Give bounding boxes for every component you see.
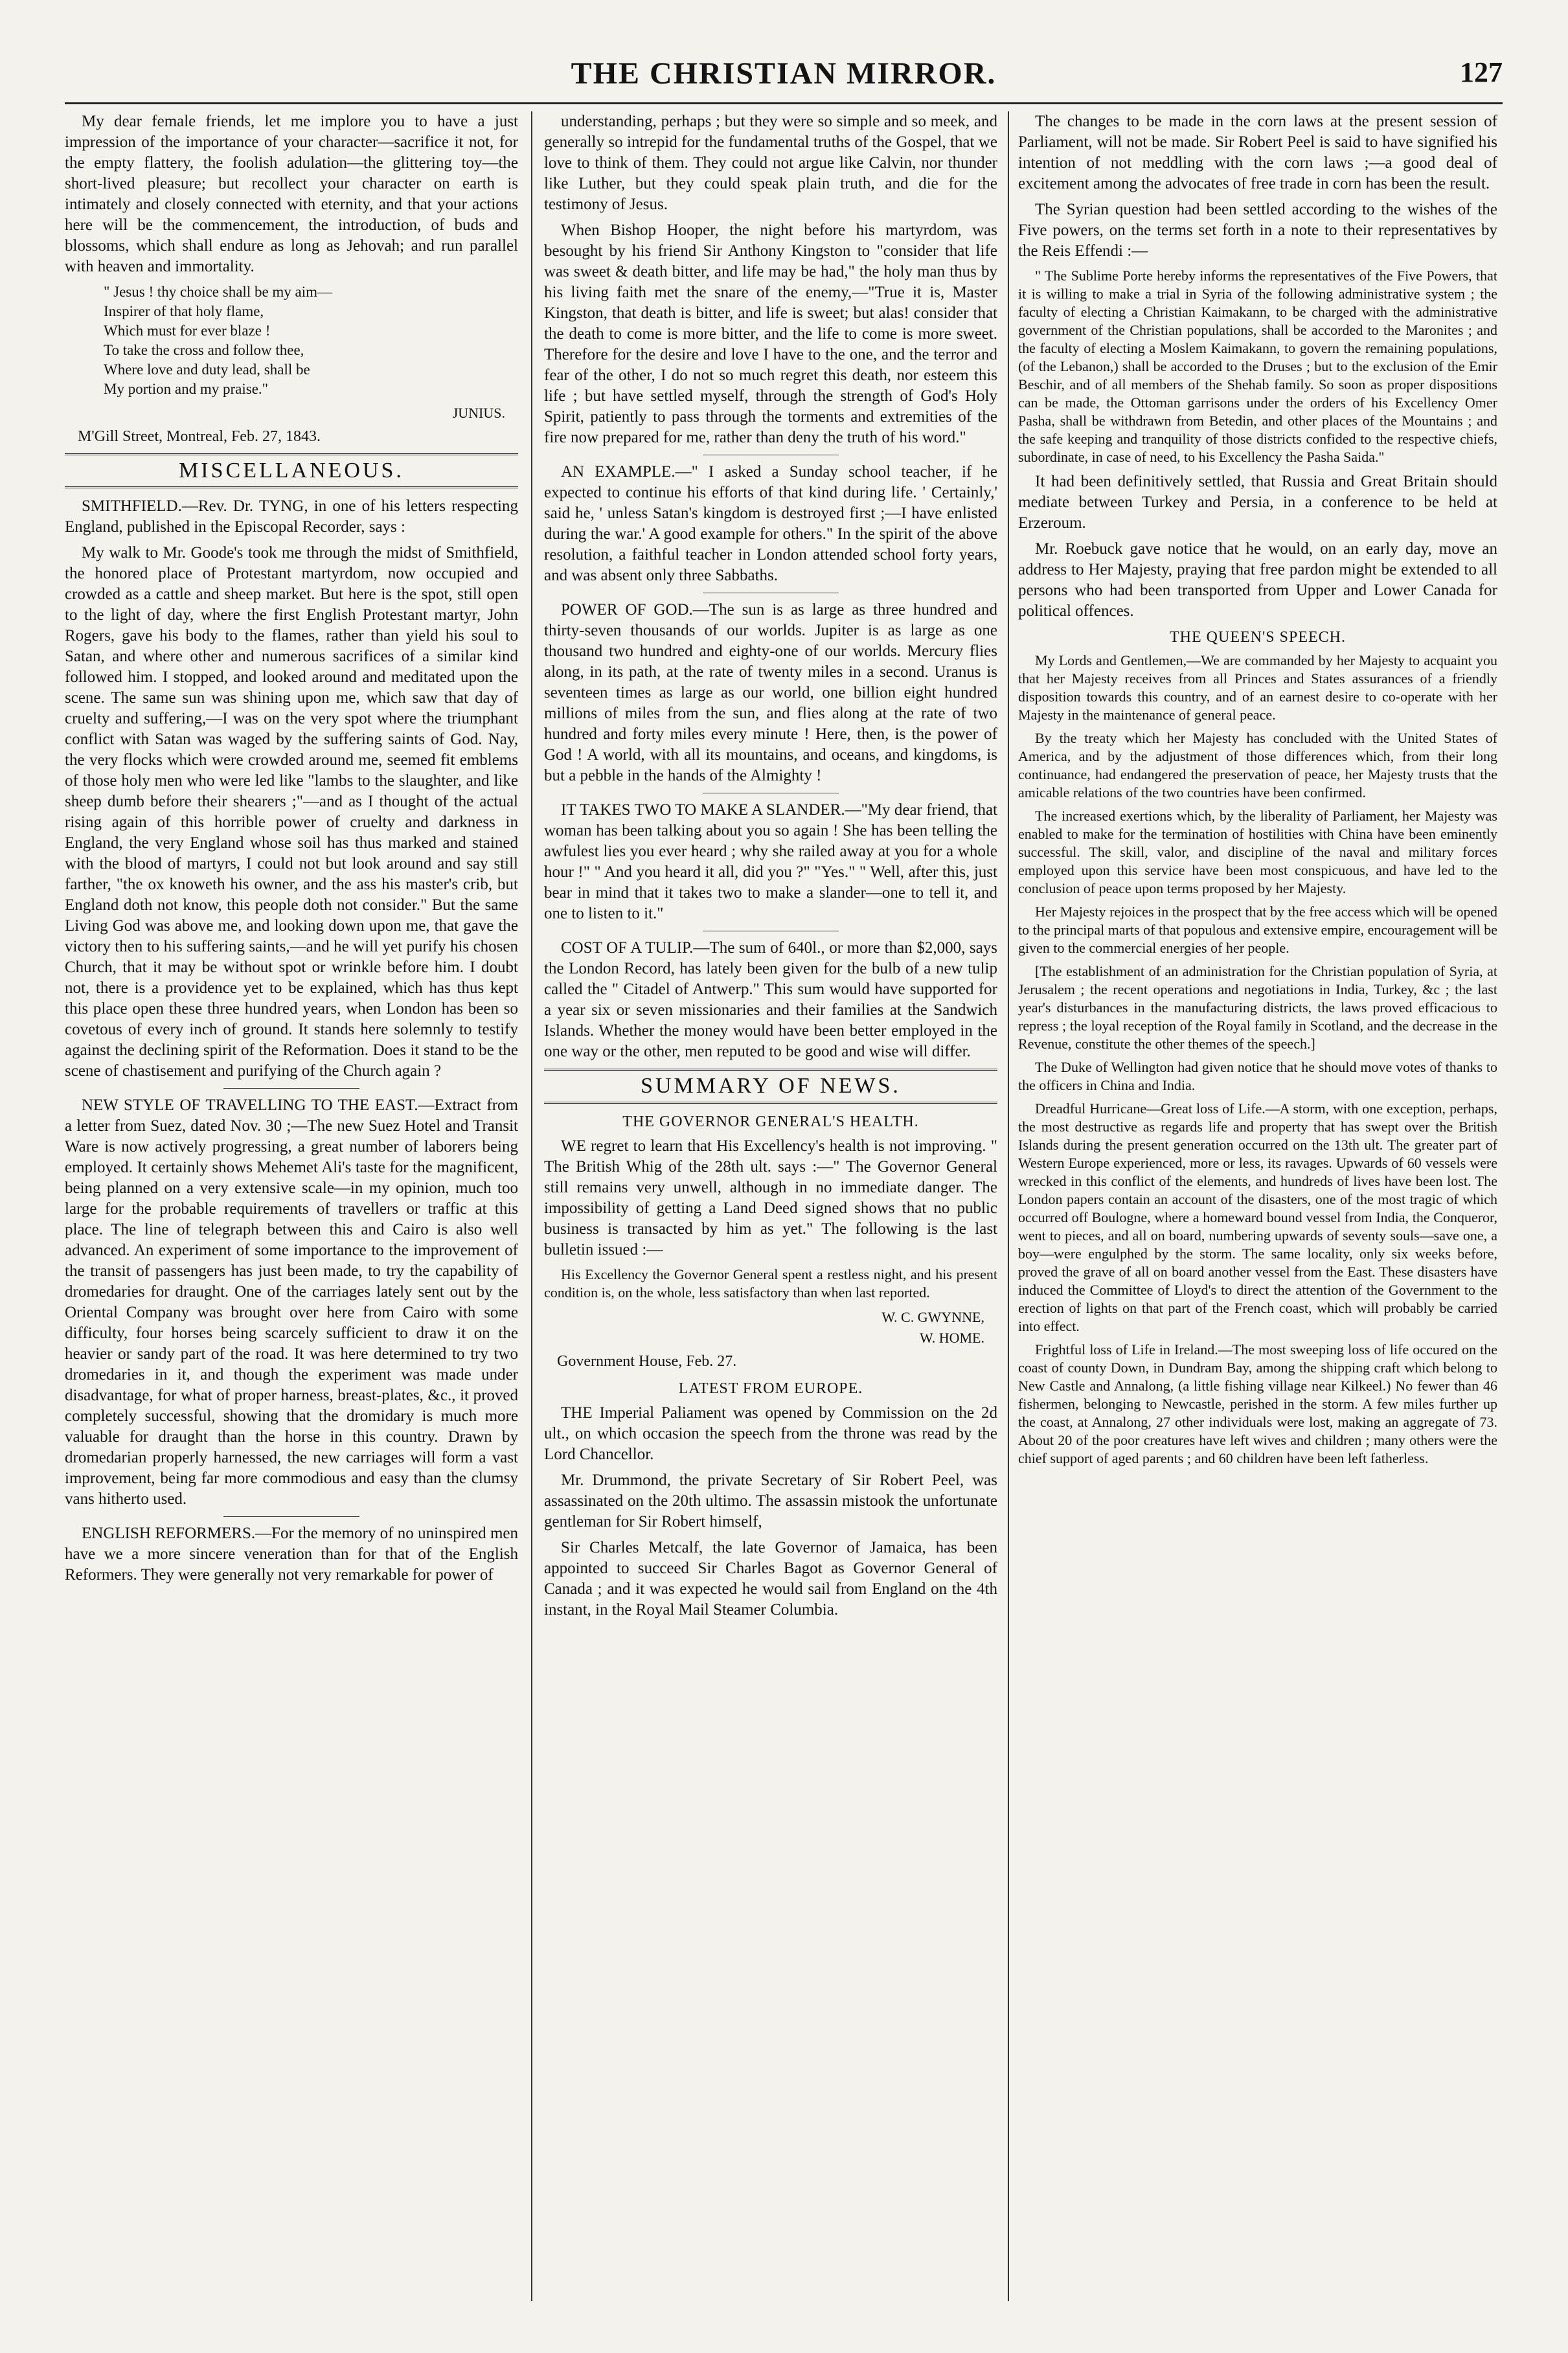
dateline: Government House, Feb. 27. [557,1353,737,1370]
column-1 [65,111,518,1591]
poem-line: Which must for ever blaze ! [104,323,271,339]
article-body: Sir Charles Metcalf, the late Governor of Jamaica, has been appointed to succeed Sir Charles Bagot as Governor General of Canada ; and it was expected he would sail from England on the 4th instant, in the Royal Mail Steamer Columbia. [544,1539,997,1619]
section-title: MISCELLANEOUS. [65,453,518,488]
article-body: Mr. Drummond, the private Secretary of Sir Robert Peel, was assassinated on the 20th ultimo. The assassin mistook the unfortunate gentleman for Sir Robert himself, [544,1472,997,1530]
dateline: M'Gill Street, Montreal, Feb. 27, 1843. [78,428,321,445]
column-2 [544,111,997,1626]
article-body: THE Imperial Paliament was opened by Commission on the 2d ult., on which occasion the speech from the throne was read by the Lord Chancellor. [544,1404,997,1463]
speech-paragraph: The increased exertions which, by the liberality of Parliament, her Majesty was enabled to make for the termination of hostilities with China have been eminently successful. The skill, valor, and discipline of the naval and military forces employed upon this service have been most conspicuous, and have led to the conclusion of peace upon terms proposed by her Majesty. [1018,808,1497,896]
column-3 [1018,111,1497,1473]
section-title: SUMMARY OF NEWS. [544,1069,997,1104]
page-title: THE CHRISTIAN MIRROR. [571,56,997,91]
article-body: IT TAKES TWO TO MAKE A SLANDER.—"My dear friend, that woman has been talking about you so again ! She has been telling the awfulest lies you ever heard ; why she railed away at you for a whole hour !" " And you heard it all, did you ?" "Yes." " Well, after this, just bear in mind that it takes two to make a slander—one to tell it, and one to listen to it." [544,801,997,922]
signature: W. HOME. [919,1330,984,1346]
subheading: THE QUEEN'S SPEECH. [1170,629,1346,646]
subheading: THE GOVERNOR GENERAL'S HEALTH. [622,1113,919,1130]
poem-line: To take the cross and follow thee, [104,342,304,358]
article-body: The Syrian question had been settled according to the wishes of the Five powers, on the terms set forth in a note to their representatives by the Reis Effendi :— [1018,201,1497,260]
poem-line: " Jesus ! thy choice shall be my aim— [104,284,333,300]
speech-summary: [The establishment of an administration for the Christian population of Syria, at Jerusalem ; the recent operations and negotiations in India, Turkey, &c ; the last year's disturbances in the manufacturing districts, the laws proved efficacious to repress ; the loyal reception of the Royal family in Scotland, and the decrease in the Revenue, constitute the other themes of the speech.] [1018,963,1497,1052]
poem-line: My portion and my praise." [104,381,269,397]
article-intro: My dear female friends, let me implore you to have a just impression of the importance of your character—sacrifice it not, for the empty flattery, the foolish adulation—the glittering toy—the short-lived pleasure; but recollect your character on earth is intimately and closely connected with eternity, and that your actions here will be the commencement, the introduction, of buds and blossoms, which shall endure as long as Jehovah; and run parallel with heaven and immortality. [65,113,518,275]
article-body: COST OF A TULIP.—The sum of 640l., or more than $2,000, says the London Record, has lately been given for the bulb of a new tulip called the " Citadel of Antwerp." This sum would have supported for a year six or seven missionaries and their families at the Sandwich Islands. Whether the money would have been better employed in the one way or the other, men reputed to be good and wise will differ. [544,939,997,1060]
article-body: NEW STYLE OF TRAVELLING TO THE EAST.—Extract from a letter from Suez, dated Nov. 30 ;—The new Suez Hotel and Transit Ware is now actively progressing, a great number of laborers being employed. It certainly shows Mehemet Ali's taste for the magnificent, being planned on a very extensive scale—in my opinion, much too large for the probable requirements of travellers or traffic at this place. The line of telegraph between this and Cairo is also well advanced. An experiment of some importance to the improvement of the transit of passengers has just been made, to try the capability of dromedaries for draught. One of the carriages lately sent out by the Oriental Company was brought over here from Cairo with some difficulty, four horses being scarcely sufficient to draw it on the heavier or sandy part of the road. It was here determined to try two dromedaries in it, and though the experiment was made under disadvantage, for what of proper harness, breast-plates, &c., it proved completely successful, showing that the dromidary is much more valuable for draught than the horse in this country. Drawn by dromedarian properly harnessed, the new carriages will form a vast improvement, being far more commodious and easy than the clumsy vans hitherto used. [65,1097,518,1508]
speech-paragraph: Her Majesty rejoices in the prospect that by the free access which will be opened to the principal marts of that populous and extensive empire, encouragement will be given to the commercial energies of her people. [1018,904,1497,956]
article-body: WE regret to learn that His Excellency's health is not improving. " The British Whig of the 28th ult. says :—" The Governor General still remains very unwell, although in no immediate danger. The impossibility of getting a Land Deed signed shows that no public business is transacted by him as yet." The following is the last bulletin issued :— [544,1137,997,1258]
quotation: " The Sublime Porte hereby informs the representatives of the Five Powers, that it is willing to make a trial in Syria of the following administrative system ; the faculty of electing a Christian Kaimakann, to be charged with the administrative government of the Christian populations, shall be accorded to the Maronites ; and the faculty of electing a Moslem Kaimakann, to govern the remaining populations, (of the Lebanon,) shall be accorded to the Druses ; but to the exclusion of the Emir Beschir, and of all members of the Shehab family. So soon as proper dispositions can be made, the Ottoman garrisons under the orders of his Excellency Omer Pasha, shall be withdrawn from Betedin, and other places of the Mountains ; and the safe keeping and tranquility of those districts confided to the respective chiefs, subordinate, in case of need, to his Excellency the Pasha Saida." [1018,267,1497,465]
article-body: Frightful loss of Life in Ireland.—The most sweeping loss of life occured on the coast of county Down, in Dundram Bay, among the shipping craft which belong to New Castle and Annalong, (a little fishing village near Kilkeel.) No fewer than 46 fishermen, belonging to Newcastle, perished in the storm. A few miles further up the coast, at Annalong, 27 other individuals were lost, making an aggregate of 73. About 20 of the poor creatures have left wives and children ; many others were the chief support of aged parents ; and 60 children have been left fatherless. [1018,1341,1497,1466]
article-body: Mr. Roebuck gave notice that he would, on an early day, move an address to Her Majesty, praying that free pardon might be extended to all persons who had been transported from Upper and Lower Canada for political offences. [1018,540,1497,620]
poem [104,282,518,399]
speech-paragraph: By the treaty which her Majesty has concluded with the United States of America, and by the adjustment of those differences which, from their long continuance, had endangered the preservation of peace, her Majesty trusts that the amicable relations of the two countries have been confirmed. [1018,730,1497,801]
poem-line: Where love and duty lead, shall be [104,361,310,378]
article-body: ENGLISH REFORMERS.—For the memory of no uninspired men have we a more sincere veneration than for that of the English Reformers. They were generally not very remarkable for power of [65,1525,518,1584]
signature: W. C. GWYNNE, [881,1309,984,1325]
signature: JUNIUS. [452,405,505,421]
separator [223,1516,359,1517]
header-rule [65,102,1503,104]
column-divider [531,111,532,2301]
article-body: The Duke of Wellington had given notice that he should move votes of thanks to the officers in China and India. [1018,1059,1497,1093]
separator [223,1088,359,1089]
article-body: It had been definitively settled, that Russia and Great Britain should mediate between Turkey and Persia, in a conference to be held at Erzeroum. [1018,473,1497,532]
poem-line: Inspirer of that holy flame, [104,303,264,319]
article-body: The changes to be made in the corn laws at the present session of Parliament, will not be made. Sir Robert Peel is said to have signified his intention of not meddling with the corn laws ;—a good deal of excitement among the advocates of free trade in corn has been the result. [1018,113,1497,192]
subheading: LATEST FROM EUROPE. [678,1380,863,1397]
article-lead: SMITHFIELD.—Rev. Dr. TYNG, in one of his letters respecting England, published in the Episcopal Recorder, says : [65,497,518,536]
article-body: POWER OF GOD.—The sun is as large as three hundred and thirty-seven thousands of our worlds. Jupiter is as large as one thousand two hundred and eighty-one of our worlds. Mercury flies along, in its path, at the rate of twenty miles in a second. Uranus is seventeen times as large as our world, one billion eight hundred millions of miles from the sun, and flies along at the rate of two hundred and forty miles every minute ! Here, then, is the power of God ! A world, with all its mountains, and oceans, and kingdoms, is but a pebble in the hands of the Almighty ! [544,601,997,784]
speech-paragraph: My Lords and Gentlemen,—We are commanded by her Majesty to acquaint you that her Majesty receives from all Princes and States assurances of a friendly disposition towards this country, and of an earnest desire to co-operate with her Majesty in the maintenance of general peace. [1018,652,1497,723]
article-body: understanding, perhaps ; but they were so simple and so meek, and generally so intrepid for the fundamental truths of the Gospel, that we love to think of them. They could not argue like Calvin, nor thunder like Luther, but they could speak plain truth, and die for the testimony of Jesus. [544,113,997,213]
page-header [65,56,1503,120]
article-body: My walk to Mr. Goode's took me through the midst of Smithfield, the honored place of Protestant martyrdom, now occupied and crowded as a cattle and sheep market. But here is the spot, still open to the light of day, where the first English Protestant martyr, John Rogers, gave his body to the flames, rather than yield his soul to Satan, and where other and numerous sacrifices of a similar kind followed him. I stopped, and looked around and meditated upon the scene. The same sun was shining upon me, which saw that day of cruelty and suffering,—I was on the very spot where the triumphant conflict with Satan was waged by the suffering saints of God. Nay, the very flocks which were crowded around me, seemed fit emblems of those holy men who were led like "lambs to the slaughter, and like sheep dumb before their shearers ;"—and as I thought of the actual rising again of this horrible power of cruelty and darkness in England, the very England whose soil has thus marked and stained with the blood of martyrs, I could not but look around and say still farther, "the ox knoweth his owner, and the ass his master's crib, but England doth not know, this people doth not consider." But the same Living God was above me, and looking down upon me, that gave the victory then to his suffering saints,—and he will yet purify his chosen Church, that it may be without spot or wrinkle before him. I doubt not, there is a providence yet to be explained, which has thus kept this place open these three hundred years, when London has been so covetous of every inch of ground. It stands here solemnly to testify against the declining spirit of the Reformation. Does it stand to be the scene of chastisement and purifying of the Church again ? [65,544,518,1080]
article-body: When Bishop Hooper, the night before his martyrdom, was besought by his friend Sir Anthony Kingston to "consider that life was sweet & death bitter, and life may be had," the holy man thus by his living faith met the snare of the enemy,—"True it is, Master Kingston, that death is bitter, and life is sweet; but alas! consider that the death to come is more bitter, and the life to come is more sweet. Therefore for the desire and love I have to the one, and the terror and fear of the other, I do not so much regret this death, nor esteem this life ; but have settled myself, through the strength of God's Holy Spirit, patiently to pass through the torments and extremities of the fire now prepared for me, rather than deny the truth of his word." [544,222,997,446]
article-body: Dreadful Hurricane—Great loss of Life.—A storm, with one exception, perhaps, the most destructive as regards life and property that has swept over the British Islands during the present generation occurred on the 13th ult. The greater part of Western Europe experienced, more or less, its ravages. Upwards of 60 vessels were wrecked in this conflict of the elements, and hundreds of lives have been lost. The London papers contain an account of the disasters, one of the most tragic of which occurred off Boulogne, where a homeward bound vessel from India, the Conqueror, went to pieces, and all on board, numbering upwards of seventy souls—save one, a boy—were engulphed by the storm. The same locality, only six weeks before, proved the grave of all on board another vessel from the East. These disasters have induced the Committee of Lloyd's to direct the attention of the Government to the erection of lights on that part of the French coast, which will probably be carried into effect. [1018,1100,1497,1334]
bulletin: His Excellency the Governor General spent a restless night, and his present condition is, on the whole, less satisfactory than when last reported. [544,1266,997,1301]
article-body: AN EXAMPLE.—" I asked a Sunday school teacher, if he expected to continue his efforts of that kind during life. ' Certainly,' said he, ' unless Satan's kingdom is destroyed first ;—I have enlisted during the war.' A good example for others." In the spirit of the above resolution, a faithful teacher in London attended school forty years, and was absent only three Sabbaths. [544,463,997,584]
column-divider [1008,111,1009,2301]
page-number: 127 [1460,56,1503,88]
